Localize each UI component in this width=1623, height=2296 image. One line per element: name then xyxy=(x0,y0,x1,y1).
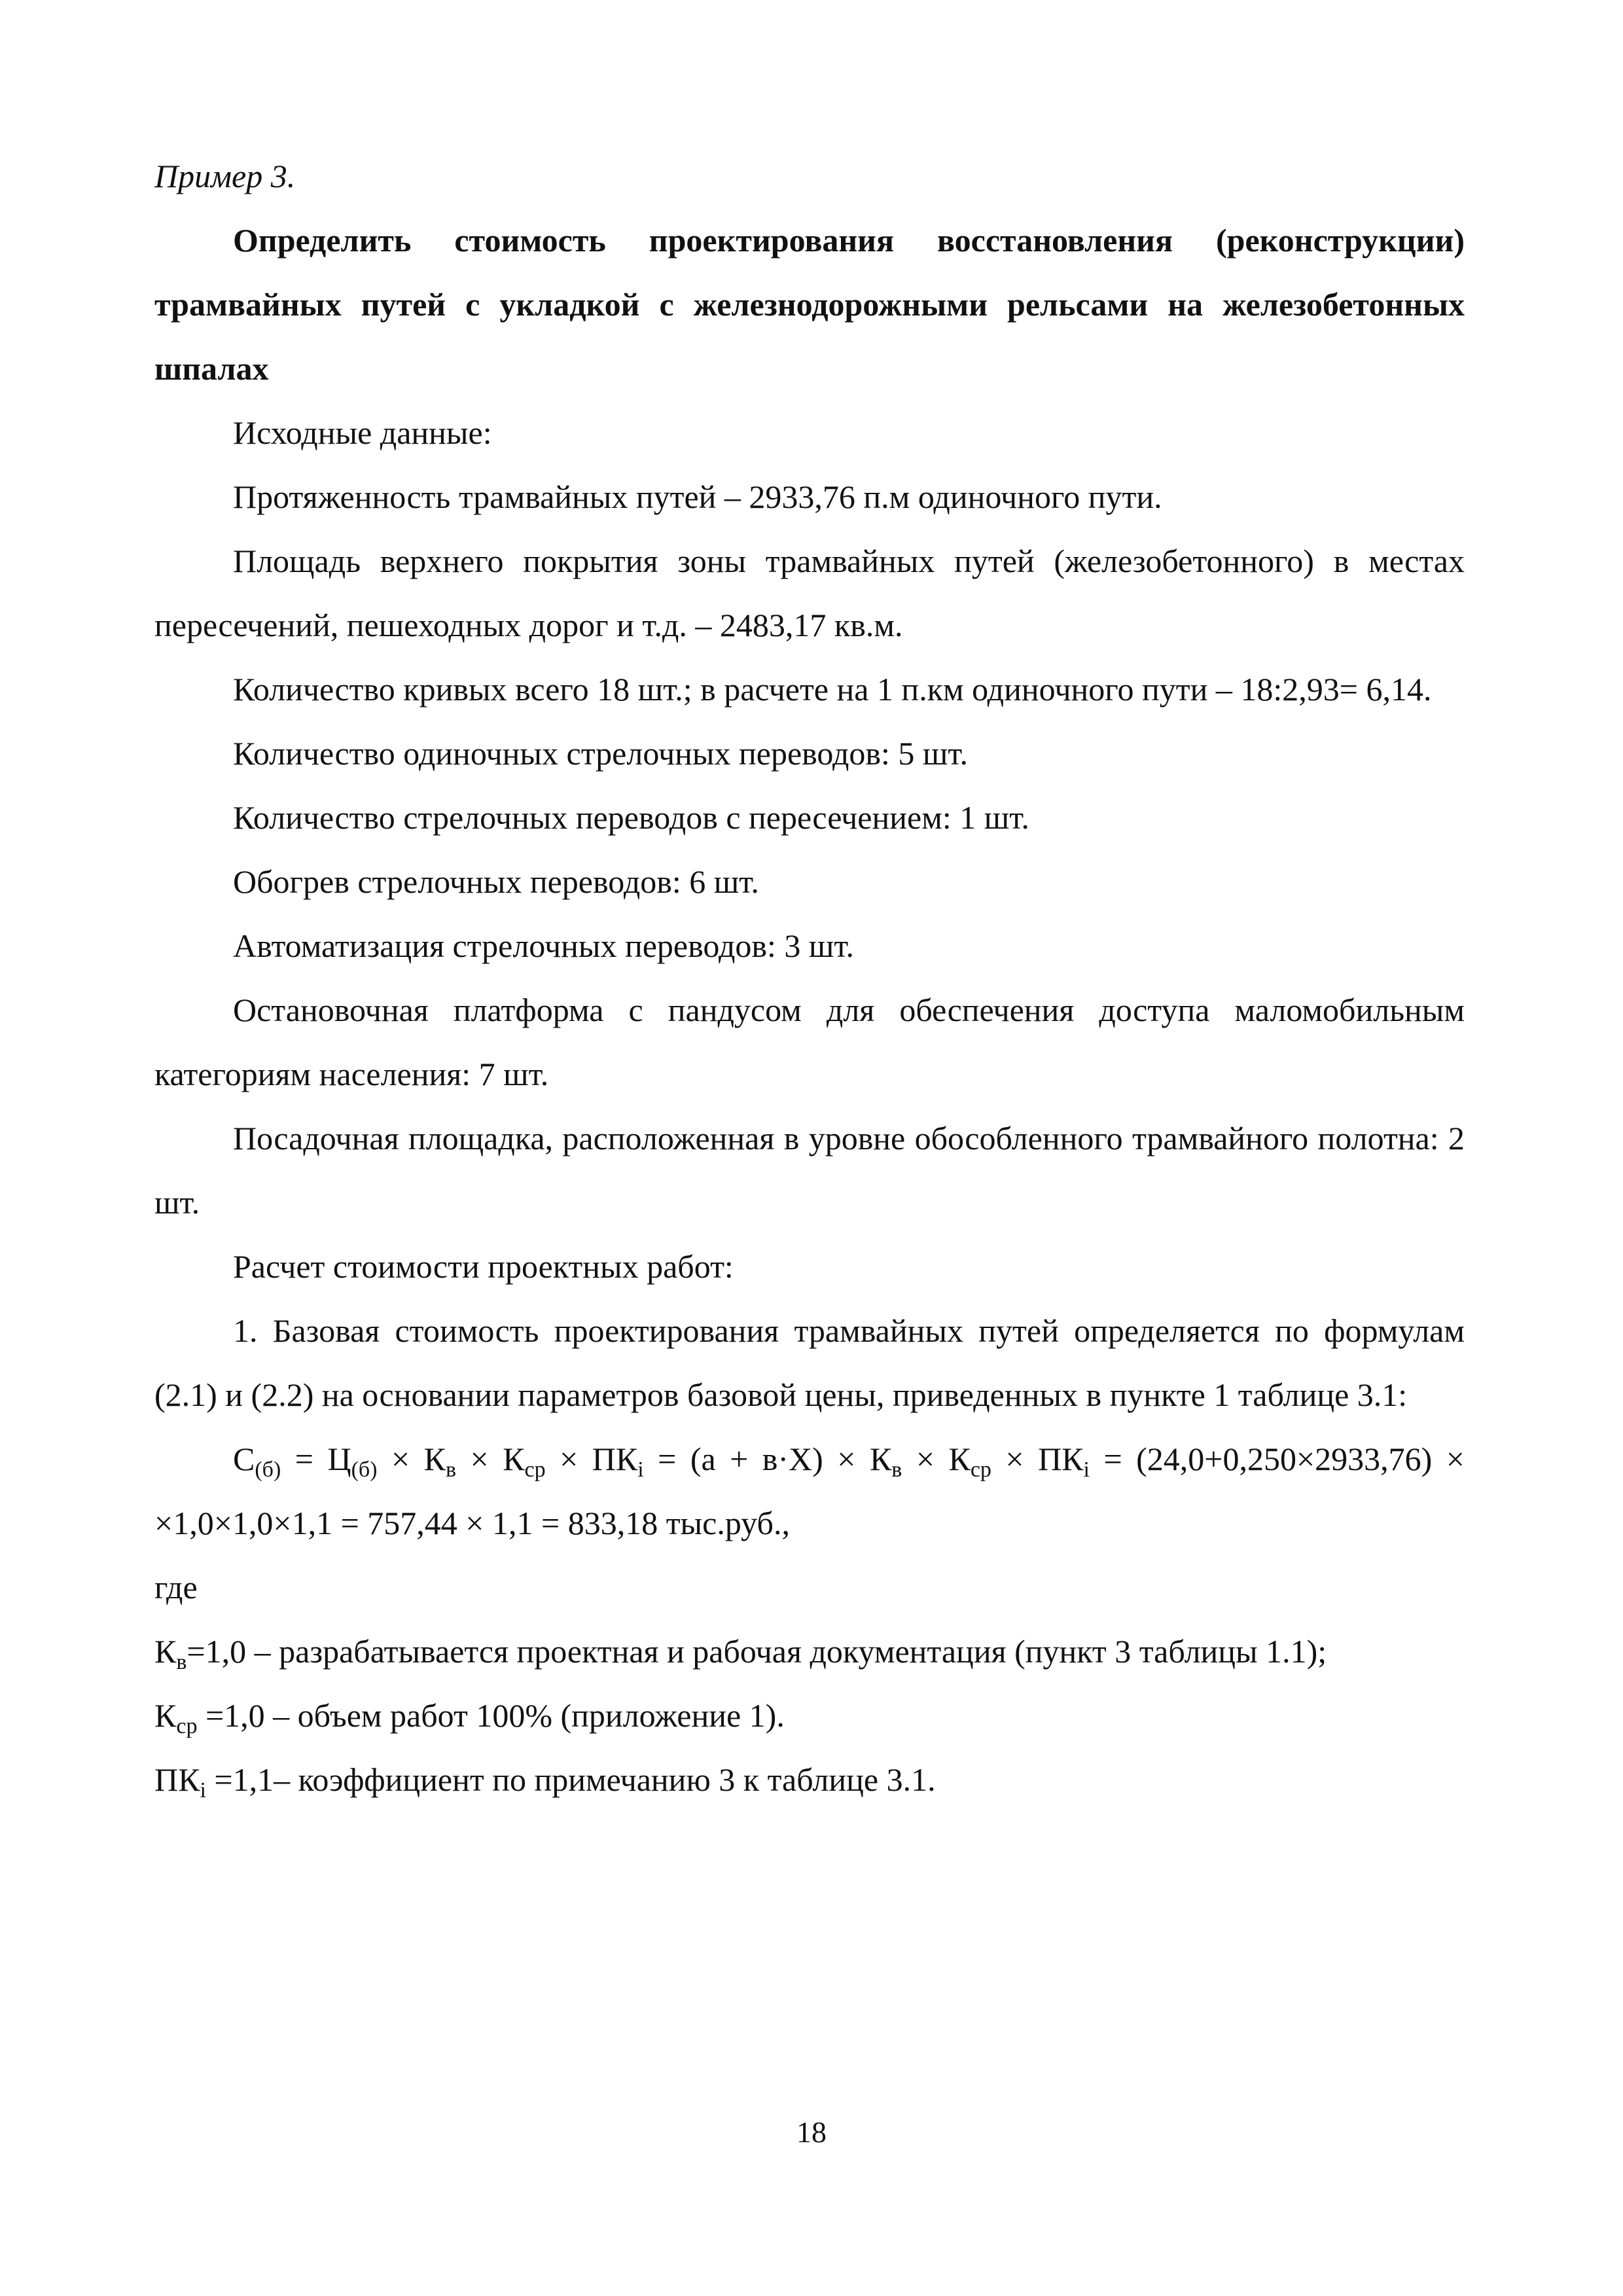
formula-mul-pk2: × ПК xyxy=(991,1441,1084,1477)
formula-sub-b: (б) xyxy=(255,1458,281,1482)
formula-sub-b2: (б) xyxy=(351,1458,378,1482)
formula-sub-i2: i xyxy=(1083,1458,1090,1482)
where-label: где xyxy=(154,1569,198,1605)
task-heading: Определить стоимость проектирования восстановления (реконструкции) трамвайных путей с укладкой с железнодорожными рельсами на железобетонных шпалах xyxy=(154,222,1465,387)
note-pk xyxy=(154,1748,1465,1812)
item-length: Протяженность трамвайных путей – 2933,76 п.м одиночного пути. xyxy=(233,478,1162,515)
formula-sub-i: i xyxy=(637,1458,644,1482)
example-label: Пример 3. xyxy=(154,158,296,194)
formula-c: С xyxy=(233,1441,255,1477)
formula-sub-sr2: ср xyxy=(970,1458,991,1482)
note-ksr-k: К xyxy=(154,1697,177,1734)
formula-eq1: = Ц xyxy=(281,1441,351,1477)
note-kv-k: К xyxy=(154,1633,177,1670)
note-ksr xyxy=(154,1683,1465,1748)
note-pk-text: =1,1– коэффициент по примечанию 3 к таблице 3.1. xyxy=(205,1761,936,1798)
note-ksr-sub: ср xyxy=(176,1714,198,1738)
item-platform: Остановочная платформа с пандусом для обеспечения доступа маломобильным категориям населения: 7 шт. xyxy=(154,992,1465,1092)
item-automation: Автоматизация стрелочных переводов: 3 шт. xyxy=(233,927,854,964)
formula-eq2: = (а + в·Х) × К xyxy=(643,1441,892,1477)
note-pk-k: ПК xyxy=(154,1761,200,1798)
initial-data-title: Исходные данные: xyxy=(233,414,492,451)
note-kv-text: =1,0 – разрабатывается проектная и рабочая документация (пункт 3 таблицы 1.1); xyxy=(187,1633,1327,1670)
note-pk-sub: i xyxy=(200,1778,206,1803)
document-body xyxy=(154,144,1465,1812)
calc-title: Расчет стоимости проектных работ: xyxy=(233,1248,734,1285)
formula-mul-k: × К xyxy=(377,1441,446,1477)
step-1: 1. Базовая стоимость проектирования трамвайных путей определяется по формулам (2.1) и (2.2) на основании параметров базовой цены, приведенных в пункте 1 таблице 3.1: xyxy=(154,1312,1465,1413)
item-curves: Количество кривых всего 18 шт.; в расчете на 1 п.км одиночного пути – 18:2,93= 6,14. xyxy=(233,671,1432,708)
page-number: 18 xyxy=(796,2115,827,2149)
formula-tail: = (24,0+0,250×2933,76) × ×1,0×1,0×1,1 = 757,44 × 1,1 = 833,18 тыс.руб., xyxy=(154,1441,1465,1541)
item-area: Площадь верхнего покрытия зоны трамвайных путей (железобетонного) в местах пересечений, пешеходных дорог и т.д. – 2483,17 кв.м. xyxy=(154,543,1465,643)
note-kv-sub: в xyxy=(176,1650,187,1674)
formula-sub-sr: ср xyxy=(524,1458,546,1482)
formula-mul-pk: × ПК xyxy=(545,1441,638,1477)
item-single-switches: Количество одиночных стрелочных переводов: 5 шт. xyxy=(233,735,969,772)
item-heating: Обогрев стрелочных переводов: 6 шт. xyxy=(233,863,759,900)
item-crossing-switches: Количество стрелочных переводов с пересечением: 1 шт. xyxy=(233,799,1029,836)
cost-formula xyxy=(154,1427,1465,1555)
formula-mul-k2: × К xyxy=(456,1441,525,1477)
note-kv xyxy=(154,1619,1465,1683)
formula-sub-v2: в xyxy=(891,1458,902,1482)
note-ksr-text: =1,0 – объем работ 100% (приложение 1). xyxy=(197,1697,785,1734)
item-boarding: Посадочная площадка, расположенная в уровне обособленного трамвайного полотна: 2 шт. xyxy=(154,1120,1465,1221)
formula-sub-v: в xyxy=(446,1458,457,1482)
formula-mul-k3: × К xyxy=(902,1441,971,1477)
